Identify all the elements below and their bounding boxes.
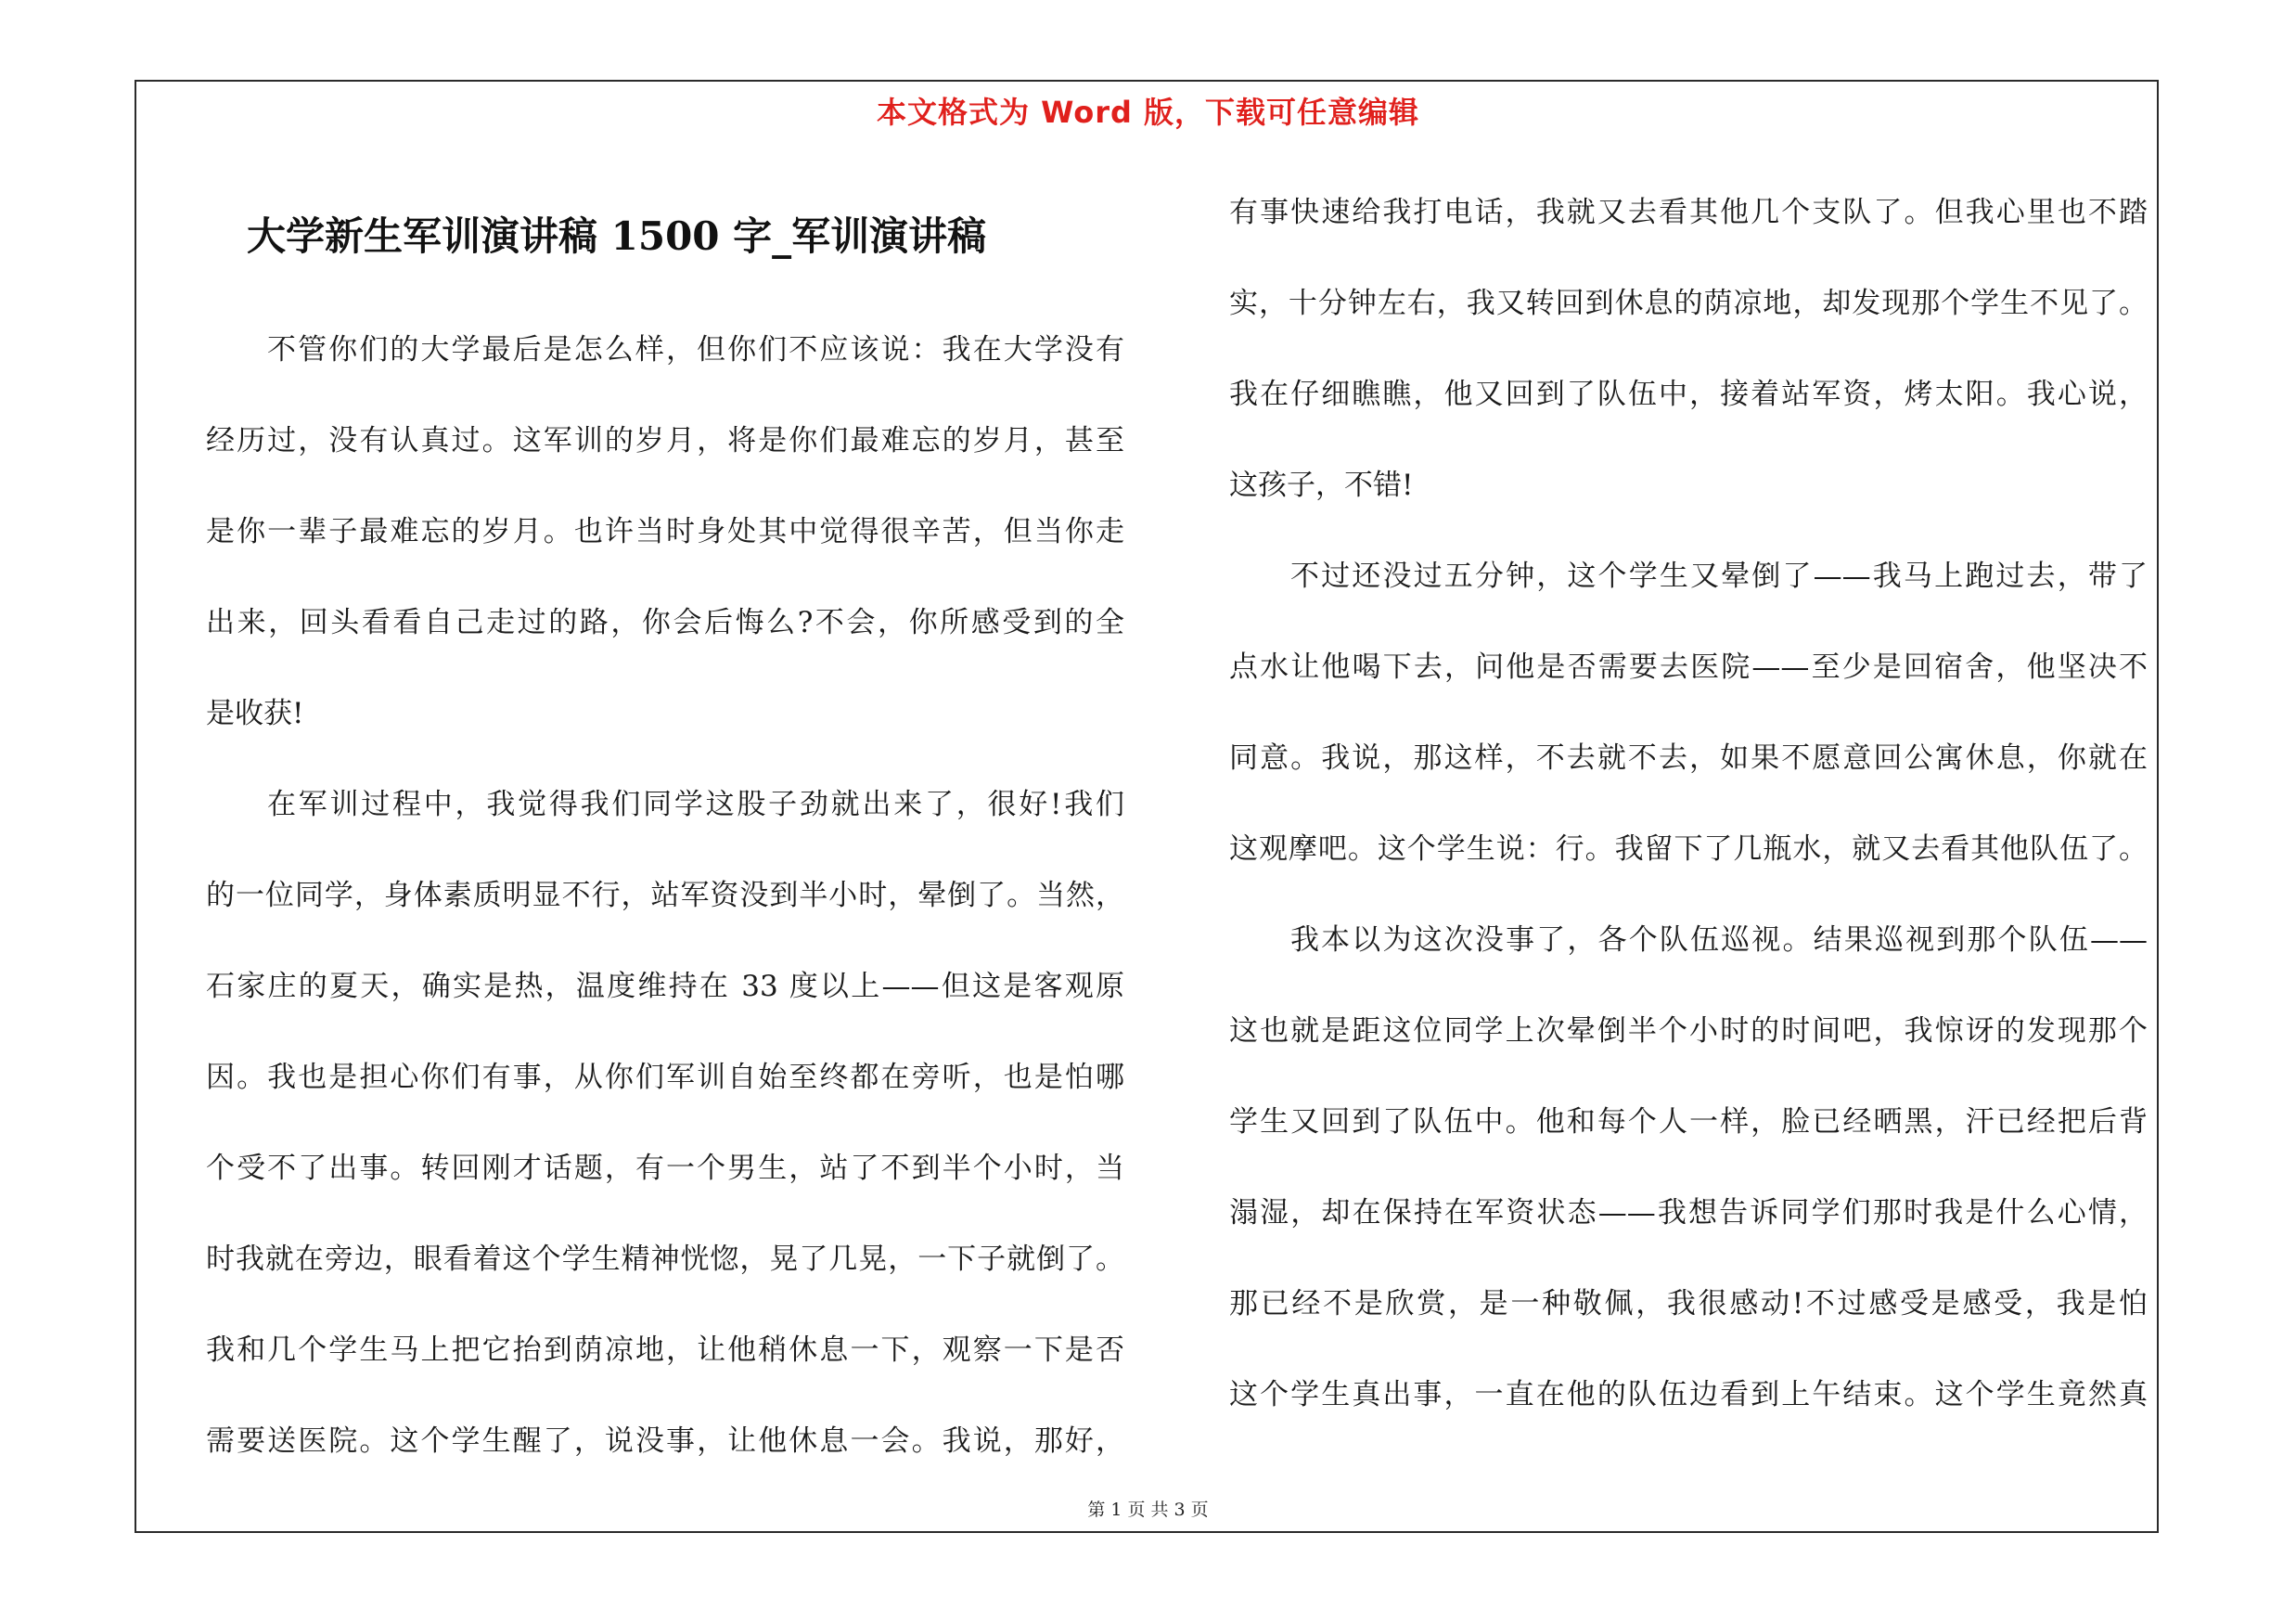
paragraph-line: 我在仔细瞧瞧，他又回到了队伍中，接着站军资，烤太阳。我心说， [1229,378,2148,411]
paragraph-line: 时我就在旁边，眼看着这个学生精神恍惚，晃了几晃，一下子就倒了。 [206,1243,1124,1276]
paragraph-line: 石家庄的夏天，确实是热，温度维持在 33 度以上——但这是客观原 [206,970,1124,1003]
paragraph-line: 因。我也是担心你们有事，从你们军训自始至终都在旁听，也是怕哪 [206,1061,1124,1094]
paragraph-line: 那已经不是欣赏，是一种敬佩，我很感动!不过感受是感受，我是怕 [1229,1287,2148,1320]
paragraph-line: 同意。我说，那这样，不去就不去，如果不愿意回公寓休息，你就在 [1229,741,2148,775]
paragraph-line: 是你一辈子最难忘的岁月。也许当时身处其中觉得很辛苦，但当你走 [206,515,1124,548]
format-banner: 本文格式为 Word 版，下载可任意编辑 [876,95,1420,130]
document-title: 大学新生军训演讲稿 1500 字_军训演讲稿 [247,213,987,259]
paragraph-line: 这孩子，不错! [1229,469,1414,502]
paragraph-line: 的一位同学，身体素质明显不行，站军资没到半小时，晕倒了。当然， [206,879,1124,912]
paragraph-line: 经历过，没有认真过。这军训的岁月，将是你们最难忘的岁月，甚至 [206,424,1124,457]
page-number-footer: 第 1 页 共 3 页 [1087,1500,1209,1520]
paragraph-line: 学生又回到了队伍中。他和每个人一样，脸已经晒黑，汗已经把后背 [1229,1105,2148,1139]
paragraph-line: 在军训过程中，我觉得我们同学这股子劲就出来了，很好!我们 [267,788,1124,821]
paragraph-line: 实，十分钟左右，我又转回到休息的荫凉地，却发现那个学生不见了。 [1229,287,2148,320]
paragraph-line: 出来，回头看看自己走过的路，你会后悔么?不会，你所感受到的全 [206,606,1124,639]
paragraph-line: 个受不了出事。转回刚才话题，有一个男生，站了不到半个小时，当 [206,1152,1124,1185]
paragraph-line: 我和几个学生马上把它抬到荫凉地，让他稍休息一下，观察一下是否 [206,1333,1124,1367]
paragraph-line: 我本以为这次没事了，各个队伍巡视。结果巡视到那个队伍—— [1290,923,2148,957]
paragraph-line: 这也就是距这位同学上次晕倒半个小时的时间吧，我惊讶的发现那个 [1229,1014,2148,1048]
right-column [1229,167,2148,1440]
paragraph-line: 是收获! [206,697,304,730]
paragraph-line: 需要送医院。这个学生醒了，说没事，让他休息一会。我说，那好， [206,1424,1124,1458]
paragraph-line: 有事快速给我打电话，我就又去看其他几个支队了。但我心里也不踏 [1229,196,2148,229]
paragraph-line: 这个学生真出事，一直在他的队伍边看到上午结束。这个学生竟然真 [1229,1378,2148,1411]
paragraph-line: 这观摩吧。这个学生说：行。我留下了几瓶水，就又去看其他队伍了。 [1229,832,2148,866]
paragraph-line: 点水让他喝下去，问他是否需要去医院——至少是回宿舍，他坚决不 [1229,650,2148,684]
paragraph-line: 不管你们的大学最后是怎么样，但你们不应该说：我在大学没有 [267,333,1124,367]
paragraph-line: 不过还没过五分钟，这个学生又晕倒了——我马上跑过去，带了 [1290,560,2148,593]
paragraph-line: 溻湿，却在保持在军资状态——我想告诉同学们那时我是什么心情， [1229,1196,2148,1230]
left-column [206,304,1124,1487]
